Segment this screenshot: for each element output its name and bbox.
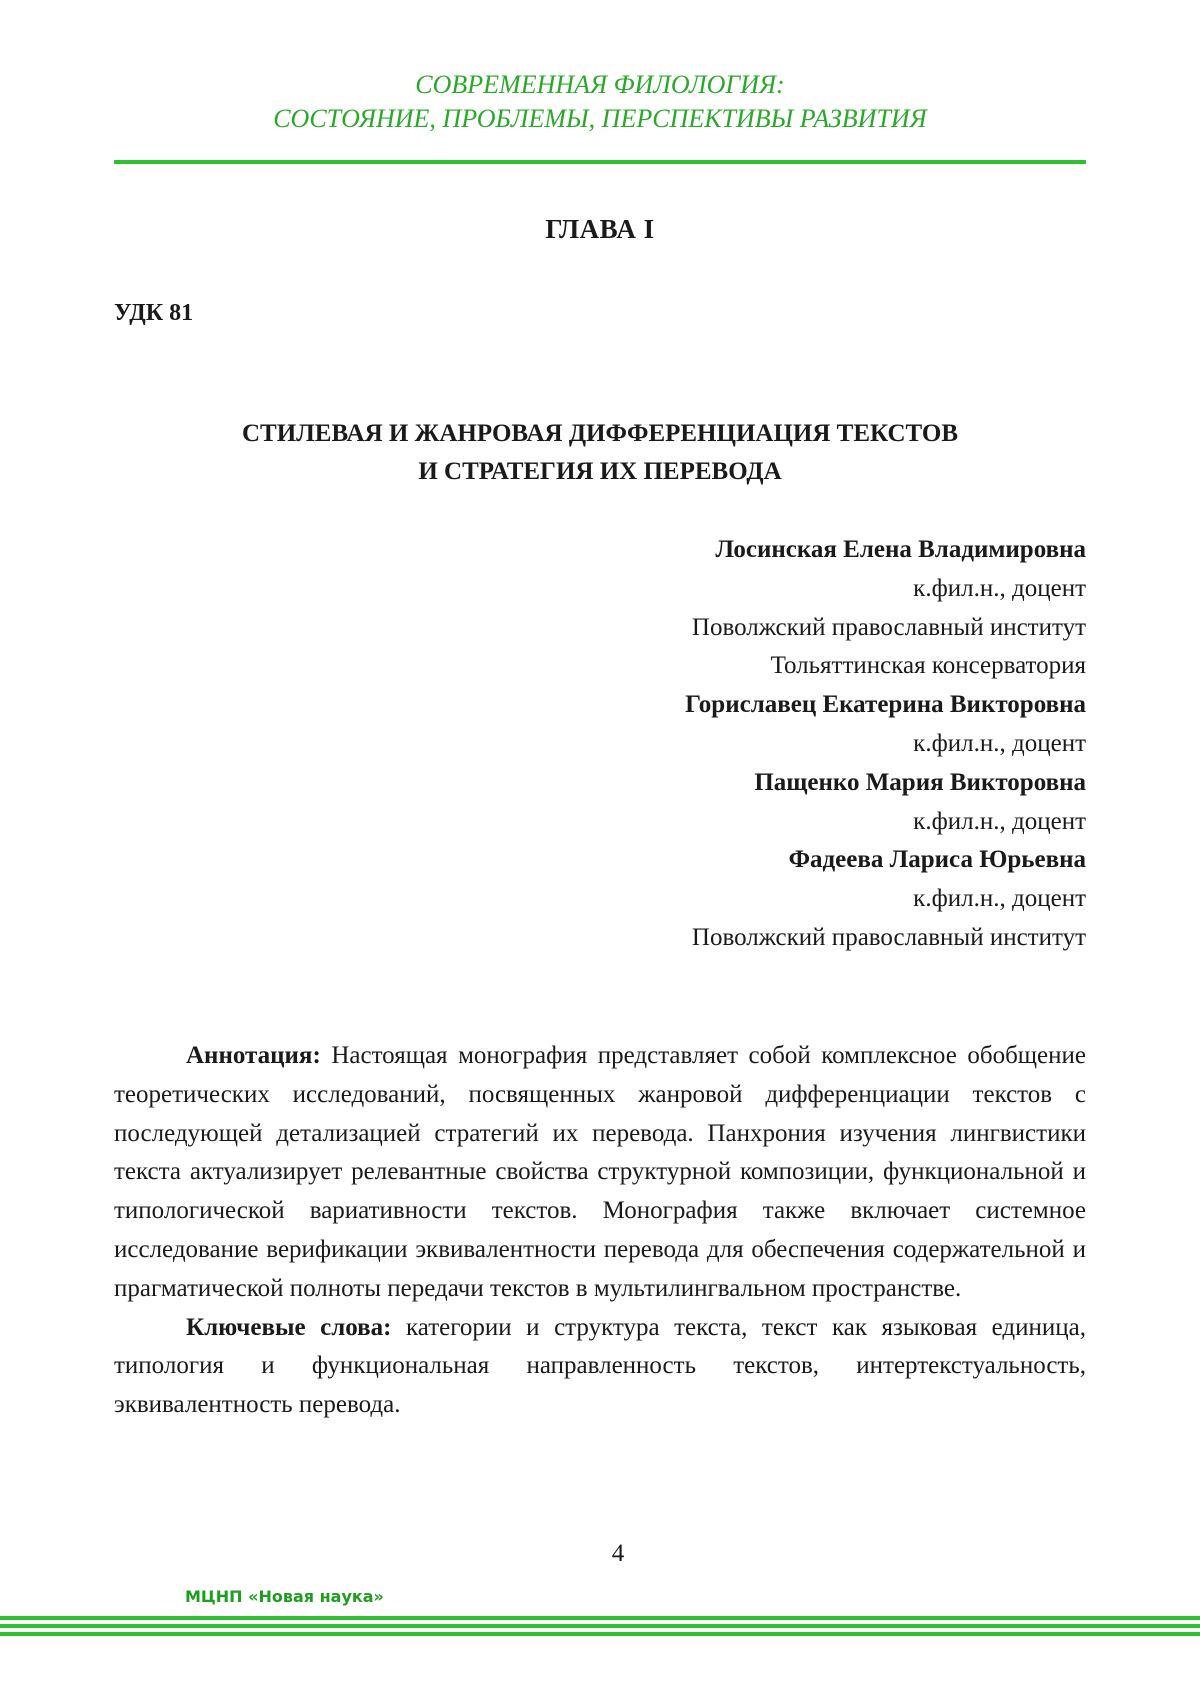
keywords-paragraph [114,1309,1086,1425]
keywords-label: Ключевые слова: [186,1313,392,1341]
abstract-label: Аннотация: [186,1042,321,1069]
udk-code: УДК 81 [114,300,194,326]
author-degree: к.фил.н., доцент [913,807,1086,835]
author-name: Пащенко Мария Викторовна [754,768,1086,796]
article-title [0,415,1200,491]
abstract-paragraph [114,1037,1086,1309]
header-divider [114,160,1086,164]
keywords-text: категории и структура текста, текст как языковая единица, типология и функциональная направленность текстов, интертекстуальность, эквивалентность перевода. [114,1313,1086,1419]
chapter-heading: ГЛАВА I [545,214,655,244]
article-title-line2: И СТРАТЕГИЯ ИХ ПЕРЕВОДА [418,458,782,485]
footer-divider [0,1616,1200,1620]
abstract-text: Настоящая монография представляет собой комплексное обобщение теоретических исследований, посвященных жанровой дифференциации текстов с последующей детализацией стратегий их перевода. Панхрония изучения лингвистики текста актуализирует релевантные свойства структурной композиции, функциональной и типологической вариативности текстов. Монография также включает системное исследование верификации эквивалентности перевода для обеспечения содержательной и прагматической полноты передачи текстов в мультилингвальном пространстве. [114,1042,1086,1302]
author-name: Лосинская Елена Владимировна [715,536,1086,563]
running-header-line2: СОСТОЯНИЕ, ПРОБЛЕМЫ, ПЕРСПЕКТИВЫ РАЗВИТИЯ [273,104,927,133]
footer-divider [0,1624,1200,1628]
page-number: 4 [611,1540,625,1567]
footer-divider [0,1632,1200,1636]
running-header-line1: СОВРЕМЕННАЯ ФИЛОЛОГИЯ: [415,70,785,99]
author-affiliation: Поволжский православный институт [691,923,1086,951]
author-name: Фадеева Лариса Юрьевна [788,846,1086,874]
abstract-section [114,1037,1086,1425]
author-affiliation: Поволжский православный институт [691,613,1086,641]
author-degree: к.фил.н., доцент [913,885,1086,913]
article-title-line1: СТИЛЕВАЯ И ЖАНРОВАЯ ДИФФЕРЕНЦИАЦИЯ ТЕКСТОВ [241,420,959,447]
publisher-name: МЦНП «Новая наука» [185,1587,384,1606]
author-degree: к.фил.н., доцент [913,574,1086,602]
running-header [0,68,1200,136]
author-list [326,531,1086,958]
author-name: Гориславец Екатерина Викторовна [685,691,1086,719]
author-degree: к.фил.н., доцент [913,729,1086,757]
author-affiliation: Тольяттинская консерватория [770,652,1086,680]
